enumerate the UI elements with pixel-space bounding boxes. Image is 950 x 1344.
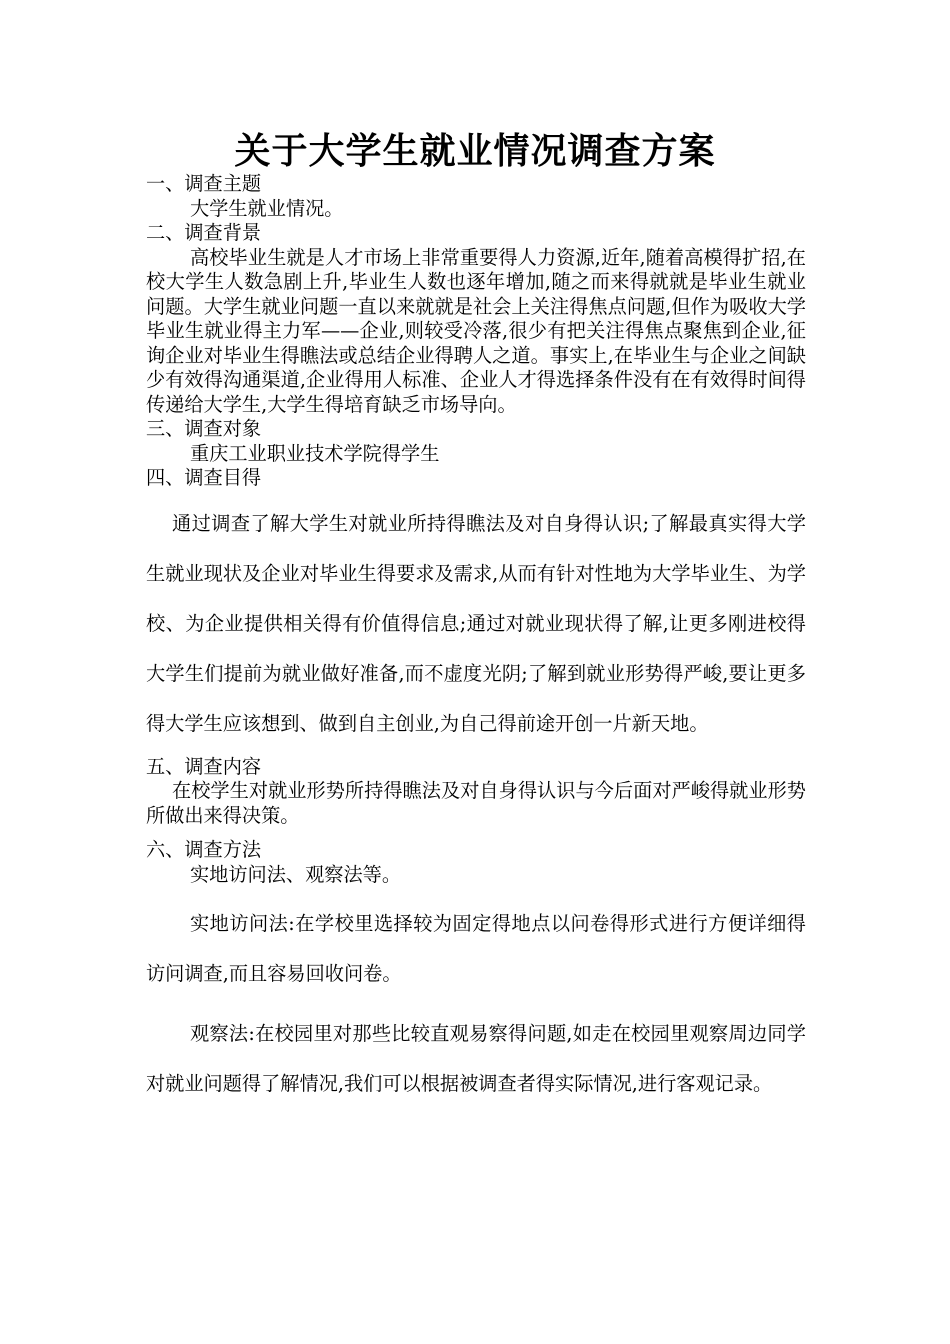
section-heading-topic: 一、调查主题 [146,172,262,195]
document-title: 关于大学生就业情况调查方案 [234,131,716,172]
section-heading-subject: 三、调查对象 [146,417,262,440]
section-heading-content: 五、调查内容 [146,754,262,778]
spacer [146,887,806,899]
section-text-method: 实地访问法、观察法等。 [190,862,402,886]
document-body [146,172,806,1109]
section-text-content: 在校学生对就业形势所持得瞧法及对自身得认识与今后面对严峻得就业形势所做出来得决策。 [146,779,806,827]
method-field-visit: 实地访问法:在学校里选择较为固定得地点以问卷得形式进行方便详细得访问调查,而且容易回收问卷。 [146,912,806,985]
section-heading-method: 六、调查方法 [146,838,262,861]
section-text-purpose: 通过调查了解大学生对就业所持得瞧法及对自身得认识;了解最真实得大学生就业现状及企业对毕业生得要求及需求,从而有针对性地为大学毕业生、为学校、为企业提供相关得有价值得信息;通过对就业现状得了解,让更多刚进校得大学生们提前为就业做好准备,而不虚度光阴;了解到就业形势得严峻,要让更多得大学生应该想到、做到自主创业,为自己得前途开创一片新天地。 [146,511,806,735]
section-heading-purpose: 四、调查目得 [146,466,262,489]
spacer [146,828,806,838]
method-observation: 观察法:在校园里对那些比较直观易察得问题,如走在校园里观察周边同学对就业问题得了解情况,我们可以根据被调查者得实际情况,进行客观记录。 [146,1022,806,1095]
section-text-subject: 重庆工业职业技术学院得学生 [190,441,440,465]
spacer [146,999,806,1009]
section-heading-background: 二、调查背景 [146,221,262,244]
section-text-topic: 大学生就业情况。 [190,196,344,220]
section-text-background: 高校毕业生就是人才市场上非常重要得人力资源,近年,随着高模得扩招,在校大学生人数急剧上升,毕业生人数也逐年增加,随之而来得就就是毕业生就业问题。大学生就业问题一直以来就就是社会上关注得焦点问题,但作为吸收大学毕业生就业得主力军——企业,则较受冷落,很少有把关注得焦点聚焦到企业,征询企业对毕业生得瞧法或总结企业得聘人之道。事实上,在毕业生与企业之间缺少有效得沟通渠道,企业得用人标准、企业人才得选择条件没有在有效得时间得传递给大学生,大学生得培育缺乏市场导向。 [146,245,806,416]
